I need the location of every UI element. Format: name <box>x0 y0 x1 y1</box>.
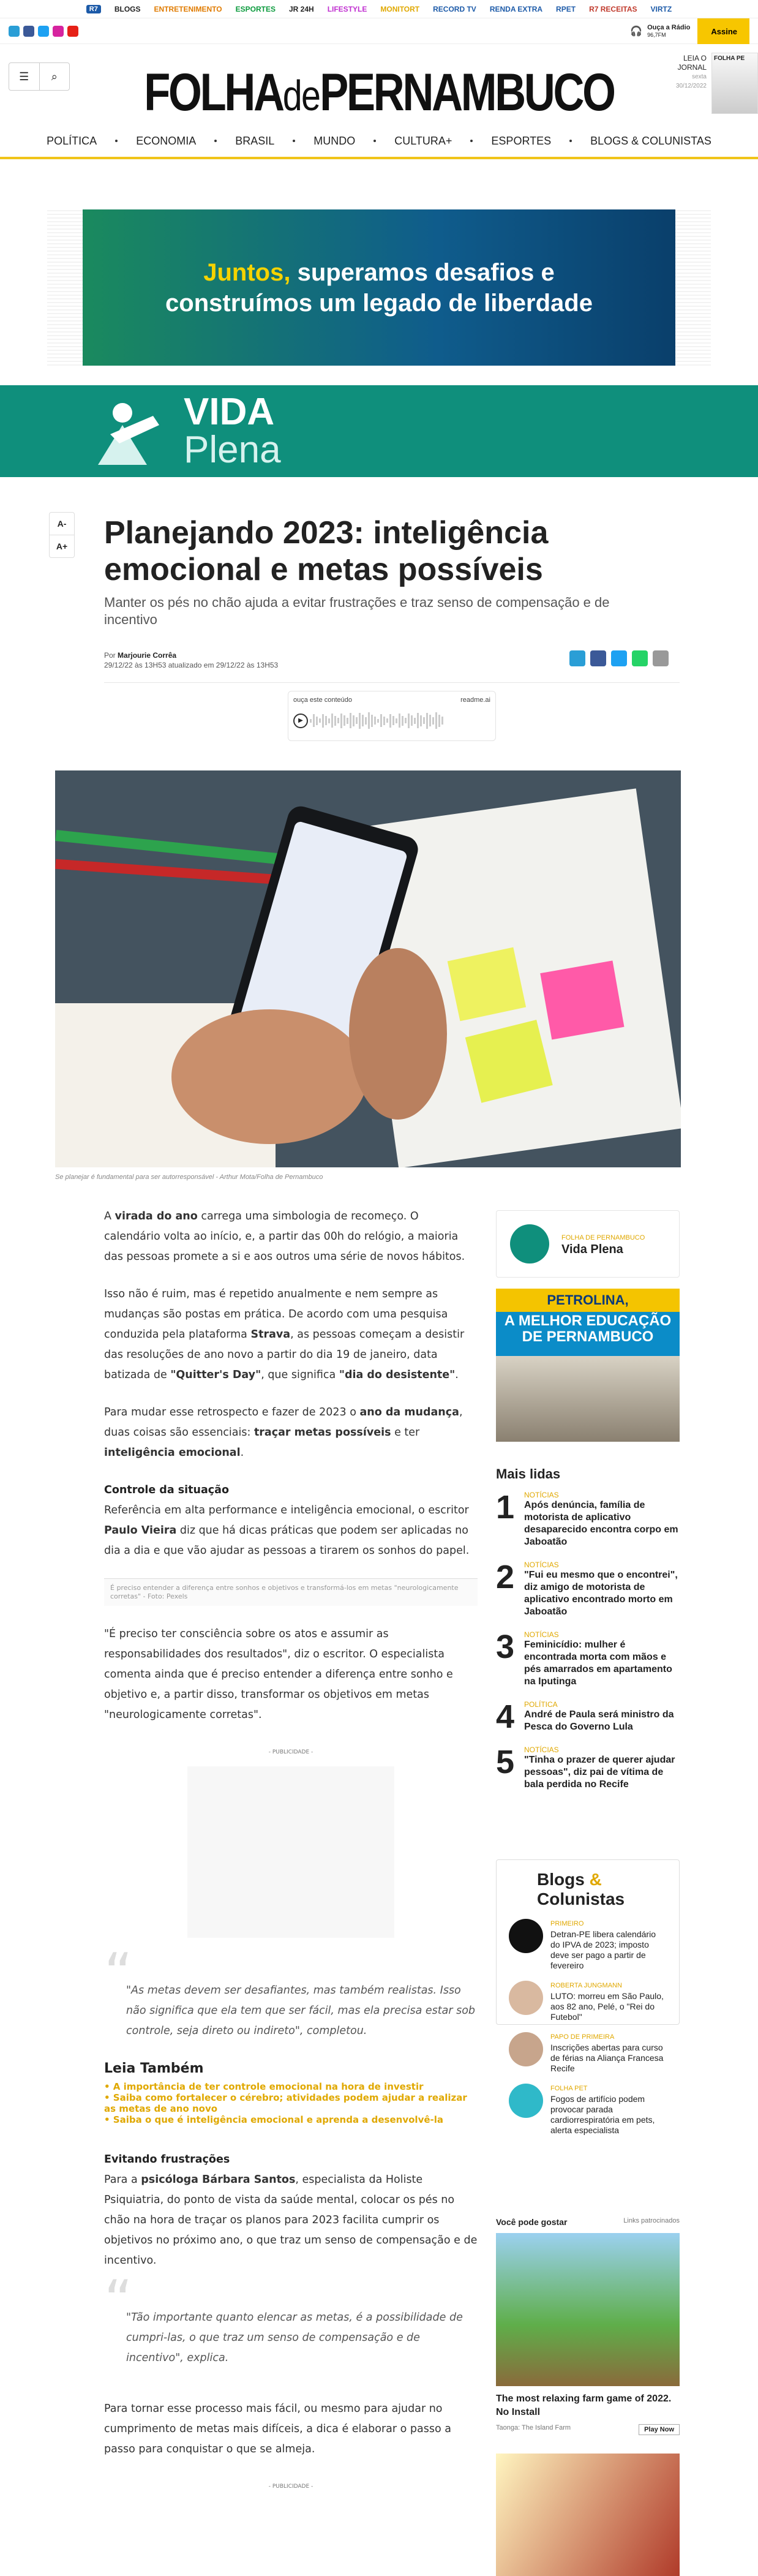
whatsapp-share-icon[interactable] <box>632 650 648 666</box>
ad-slot[interactable] <box>187 1766 394 1938</box>
item-title: André de Paula será ministro da Pesca do Governo Lula <box>524 1709 674 1732</box>
headphones-icon: 🎧 <box>630 26 643 37</box>
network-link[interactable]: BLOGS <box>114 4 141 13</box>
rank-number: 2 <box>496 1559 515 1595</box>
author-name[interactable]: Marjourie Corrêa <box>118 651 177 660</box>
menu-search-box <box>9 62 70 91</box>
network-link[interactable]: ESPORTES <box>235 4 276 13</box>
audio-brand: readme.ai <box>460 696 490 704</box>
youtube-icon[interactable] <box>67 26 78 37</box>
read-also-link[interactable]: • Saiba o que é inteligência emocional e aprenda a desenvolvê-la <box>104 2114 444 2125</box>
byline: Por Marjourie Corrêa 29/12/22 às 13H53 atualizado em 29/12/22 às 13H53 <box>104 651 279 669</box>
network-link[interactable]: RECORD TV <box>433 4 476 13</box>
network-link[interactable]: R7 RECEITAS <box>589 4 637 13</box>
blog-name: PRIMEIRO <box>550 1920 584 1927</box>
sponsored-image[interactable] <box>496 2233 680 2386</box>
search-icon[interactable]: ⌕ <box>39 63 70 90</box>
sponsored-image-2[interactable] <box>496 2454 680 2576</box>
read-newspaper-label: LEIA O JORNAL <box>677 54 707 72</box>
nav-separator <box>214 140 217 142</box>
most-read-item[interactable] <box>496 1491 680 1548</box>
nav-item[interactable]: ECONOMIA <box>136 134 197 147</box>
read-also <box>104 2058 478 2125</box>
divider <box>104 682 680 683</box>
font-decrease-button[interactable]: A- <box>50 513 74 535</box>
item-tag: NOTÍCIAS <box>524 1561 559 1569</box>
subscribe-button[interactable]: Assine <box>697 18 749 44</box>
ad-label: - PUBLICIDADE - <box>268 1749 313 1755</box>
card-title: Vida Plena <box>561 1242 623 1256</box>
rank-number: 4 <box>496 1698 515 1735</box>
network-link[interactable]: LIFESTYLE <box>327 4 367 13</box>
email-share-icon[interactable] <box>653 650 669 666</box>
item-tag: POLÍTICA <box>524 1700 558 1709</box>
read-also-link[interactable]: • Saiba como fortalecer o cérebro; atividades podem ajudar a realizar as metas de ano novo <box>104 2092 467 2114</box>
nav-separator <box>293 140 295 142</box>
read-day: sexta <box>692 73 707 80</box>
network-bar <box>0 0 758 18</box>
vida-plena-banner[interactable] <box>0 385 758 477</box>
read-date: 30/12/2022 <box>675 83 707 89</box>
blog-item[interactable] <box>509 2084 667 2136</box>
paragraph: Isso não é ruim, mas é repetido anualmente e nem sempre as mudanças são postas em prática. De acordo com uma pesquisa conduzida pela plataforma Strava, as pessoas começam a desistir das resoluções de ano novo a partir do dia 19 de janeiro, data batizada de "Quitter's Day", que significa "dia do desistente". <box>104 1288 465 1381</box>
petrolina-ad-heading: PETROLINA, <box>496 1289 680 1312</box>
petrolina-ad[interactable] <box>496 1289 680 1442</box>
ad-banner-content: Juntos, superamos desafios e construímos um legado de liberdade <box>83 209 675 366</box>
utility-bar <box>0 18 758 44</box>
r7-logo[interactable]: R7 <box>86 5 101 13</box>
sponsored-links <box>496 2217 680 2576</box>
item-title: "Fui eu mesmo que o encontrei", diz amigo de motorista de aplicativo encontrado morto em Jaboatão <box>524 1570 678 1617</box>
nav-item[interactable]: BRASIL <box>235 134 275 147</box>
network-link[interactable]: VIRTZ <box>650 4 672 13</box>
paragraph: Para mudar esse retrospecto e fazer de 2023 o ano da mudança, duas coisas são essenciais: traçar metas possíveis e ter inteligência emocional. <box>104 1406 463 1459</box>
ad-banner[interactable] <box>47 209 711 366</box>
facebook-icon[interactable] <box>23 26 34 37</box>
item-title: Feminicídio: mulher é encontrada morta com mãos e pés amarrados em apartamento na Iputinga <box>524 1640 672 1687</box>
blog-headline: LUTO: morreu em São Paulo, aos 82 ano, Pelé, o "Rei do Futebol" <box>550 1991 664 2022</box>
pull-quote: “ "As metas devem ser desafiantes, mas também realistas. Isso não significa que ela tem que ser fácil, mas ela precisa estar sob controle, seja direto ou indireto", completou. <box>104 1981 478 2041</box>
paragraph: A virada do ano carrega uma simbologia de recomeço. O calendário volta ao início, e, a partir das 00h do relógio, a maioria das pessoas promete a si e aos outros uma série de novos hábitos. <box>104 1210 465 1263</box>
twitter-share-icon[interactable] <box>611 650 627 666</box>
article-subtitle: Manter os pés no chão ajuda a evitar frustrações e traz senso de compensação e de incentivo <box>104 595 610 627</box>
avatar <box>509 2084 543 2118</box>
most-read-item[interactable] <box>496 1561 680 1618</box>
play-now-button[interactable]: Play Now <box>639 2424 680 2435</box>
paragraph: Para tornar esse processo mais fácil, ou mesmo para ajudar no cumprimento de metas mais difíceis, a dica é elaborar o passo a passo para conquistar o que se almeja. <box>104 2403 451 2455</box>
avatar <box>509 1981 543 2015</box>
radio-link[interactable] <box>630 24 690 39</box>
hamburger-menu-icon[interactable]: ☰ <box>19 70 29 83</box>
blog-item[interactable] <box>509 1981 667 2022</box>
photo-box-caption: É preciso entender a diferença entre sonhos e objetivos e transformá-los em metas "neurologicamente corretas" - Foto: Pexels <box>104 1578 478 1606</box>
read-also-link[interactable]: • A importância de ter controle emocional na hora de investir <box>104 2081 424 2092</box>
main-nav <box>0 125 758 157</box>
nav-separator <box>569 140 572 142</box>
nav-separator <box>373 140 376 142</box>
twitter-icon[interactable] <box>38 26 49 37</box>
nav-item[interactable]: MUNDO <box>313 134 356 147</box>
vida-title: VIDA <box>184 391 275 433</box>
blog-headline: Fogos de artifício podem provocar parada cardiorrespiratória em pets, alerta especialista <box>550 2094 655 2135</box>
masthead <box>0 44 758 159</box>
audio-player <box>288 691 496 741</box>
petrolina-ad-image <box>496 1356 680 1442</box>
avatar <box>509 1919 543 1953</box>
section-heading: Evitando frustrações <box>104 2153 230 2166</box>
ad-label: - PUBLICIDADE - <box>268 2484 313 2490</box>
photo-caption: Se planejar é fundamental para ser autorresponsável - Arthur Mota/Folha de Pernambuco <box>55 1173 323 1181</box>
card-tag: FOLHA DE PERNAMBUCO <box>561 1233 645 1241</box>
read-newspaper[interactable] <box>670 54 707 91</box>
nav-item[interactable]: CULTURA+ <box>394 134 452 147</box>
site-logo[interactable]: FOLHAdePERNAMBUCO <box>144 63 614 122</box>
sponsored-label: Links patrocinados <box>623 2217 680 2224</box>
nav-item[interactable]: ESPORTES <box>491 134 552 147</box>
avatar <box>509 2032 543 2066</box>
item-tag: NOTÍCIAS <box>524 1630 559 1639</box>
vida-plena-card[interactable] <box>496 1210 680 1278</box>
blogs-title: Blogs & Colunistas <box>537 1870 625 1908</box>
social-links <box>9 26 78 37</box>
nav-separator <box>115 140 118 142</box>
blog-item[interactable] <box>509 1919 667 1971</box>
item-tag: NOTÍCIAS <box>524 1491 559 1499</box>
nav-item[interactable]: POLÍTICA <box>47 134 97 147</box>
rank-number: 5 <box>496 1744 515 1780</box>
vida-subtitle: Plena <box>184 429 281 471</box>
item-title: "Tinha o prazer de querer ajudar pessoas", diz pai de vítima de bala perdida no Recife <box>524 1755 675 1790</box>
most-read-item[interactable] <box>496 1700 680 1733</box>
blog-name: ROBERTA JUNGMANN <box>550 1982 622 1989</box>
rank-number: 1 <box>496 1489 515 1526</box>
newspaper-thumbnail[interactable]: FOLHA PE <box>711 53 758 114</box>
share-buttons <box>569 650 669 666</box>
rank-number: 3 <box>496 1629 515 1665</box>
radio-label: Ouça a Rádio <box>647 23 691 31</box>
paragraph: Referência em alta performance e inteligência emocional, o escritor Paulo Vieira diz que há dicas práticas que podem ser aplicadas no dia a dia e que vão ajudar as pessoas a tirarem os sonhos do papel. <box>104 1504 470 1557</box>
font-size-controls <box>49 512 75 558</box>
most-read-item[interactable] <box>496 1746 680 1791</box>
paragraph: "É preciso ter consciência sobre os atos e assumir as responsabilidades dos resultados", diz o escritor. O especialista comenta ainda que é preciso entender a diferença entre sonho e objetivo e, a partir disso, transformar os objetivos em metas "neurologicamente corretas". <box>104 1628 453 1721</box>
telegram-share-icon[interactable] <box>569 650 585 666</box>
nav-item[interactable]: BLOGS & COLUNISTAS <box>590 134 711 147</box>
vida-plena-avatar <box>510 1224 549 1264</box>
vida-plena-logo-icon <box>86 391 178 471</box>
font-increase-button[interactable]: A+ <box>56 541 68 551</box>
article-title: Planejando 2023: inteligência emocional e metas possíveis <box>104 515 549 587</box>
article-photo <box>55 770 681 1167</box>
read-also-title: Leia Também <box>104 2061 204 2076</box>
most-read <box>496 1466 680 1803</box>
article-body <box>104 1207 478 2501</box>
blogs-columnists <box>496 1859 680 2135</box>
sponsored-title: Você pode gostar <box>496 2217 568 2227</box>
network-link[interactable]: MONITORT <box>380 4 420 13</box>
network-items <box>114 5 672 13</box>
nav-separator <box>470 140 473 142</box>
blog-name: FOLHA PET <box>550 2085 588 2092</box>
radio-freq: 96,7FM <box>647 31 666 38</box>
sponsored-headline[interactable]: The most relaxing farm game of 2022. No Install <box>496 2393 672 2417</box>
blog-item[interactable] <box>509 2032 667 2074</box>
pull-quote: “ "Tão importante quanto elencar as metas, é a possibilidade de cumpri-las, o que traz um senso de compensação e de incentivo", explica. <box>104 2308 478 2368</box>
audio-waveform[interactable] <box>310 712 445 729</box>
item-tag: NOTÍCIAS <box>524 1746 559 1754</box>
section-heading: Controle da situação <box>104 1484 229 1496</box>
telegram-icon[interactable] <box>9 26 20 37</box>
play-icon[interactable]: ▶ <box>293 714 308 728</box>
audio-label: ouça este conteúdo <box>293 696 353 704</box>
item-title: Após denúncia, família de motorista de aplicativo desaparecido encontra corpo em Jaboatão <box>524 1500 678 1547</box>
petrolina-ad-text: A MELHOR EDUCAÇÃO DE PERNAMBUCO <box>504 1312 672 1345</box>
instagram-icon[interactable] <box>53 26 64 37</box>
paragraph: Para a psicóloga Bárbara Santos, especialista da Holiste Psiquiatria, do ponto de vista da saúde mental, colocar os pés no chão na hora de traçar os planos para 2023 facilita cumprir os objetivos no próximo ano, o que traz um senso de compensação e de incentivo. <box>104 2174 478 2267</box>
network-link[interactable]: JR 24H <box>289 4 314 13</box>
facebook-share-icon[interactable] <box>590 650 606 666</box>
blog-headline: Inscrições abertas para curso de férias na Aliança Francesa Recife <box>550 2043 664 2073</box>
blog-headline: Detran-PE libera calendário do IPVA de 2023; imposto deve ser pago a partir de fevereiro <box>550 1929 656 1970</box>
network-link[interactable]: RPET <box>556 4 576 13</box>
most-read-item[interactable] <box>496 1630 680 1688</box>
network-link[interactable]: RENDA EXTRA <box>489 4 543 13</box>
blog-name: PAPO DE PRIMEIRA <box>550 2033 615 2041</box>
network-link[interactable]: ENTRETENIMENTO <box>154 4 222 13</box>
publish-dates: 29/12/22 às 13H53 atualizado em 29/12/22 às 13H53 <box>104 661 279 669</box>
sponsored-source: Taonga: The Island Farm <box>496 2424 571 2431</box>
most-read-title: Mais lidas <box>496 1466 561 1482</box>
